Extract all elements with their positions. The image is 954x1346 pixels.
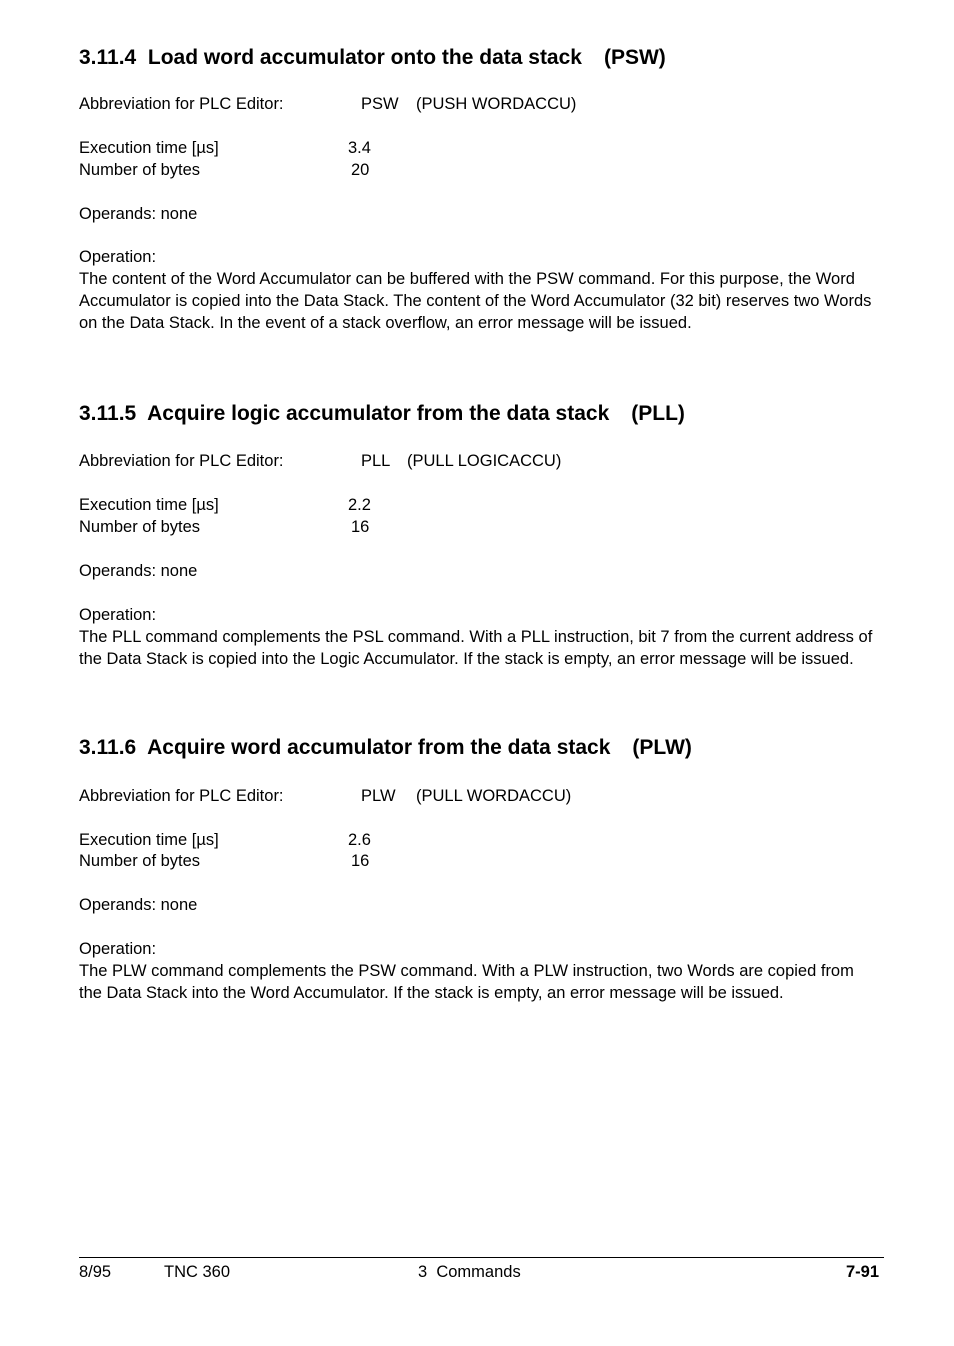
abbr-full: (PULL LOGICACCU) xyxy=(407,452,562,470)
abbr-label: Abbreviation for PLC Editor: xyxy=(79,95,284,113)
bytes-value: 16 xyxy=(351,518,370,536)
section-pll xyxy=(79,399,879,668)
bytes-value: 20 xyxy=(351,161,370,179)
operands: Operands: none xyxy=(79,205,198,223)
section-heading xyxy=(79,43,879,73)
section-command: (PSW) xyxy=(603,46,666,69)
section-title: Load word accumulator onto the data stack xyxy=(147,46,582,69)
footer-rule xyxy=(79,1257,884,1258)
bytes-label: Number of bytes xyxy=(79,852,201,870)
bytes-label: Number of bytes xyxy=(79,518,201,536)
operation-label: Operation: xyxy=(79,248,157,266)
exec-label: Execution time [µs] xyxy=(79,831,219,849)
abbr-label: Abbreviation for PLC Editor: xyxy=(79,452,284,470)
section-command: (PLL) xyxy=(631,402,685,425)
exec-label: Execution time [µs] xyxy=(79,139,219,157)
exec-value: 2.6 xyxy=(348,831,371,849)
operation-label: Operation: xyxy=(79,606,157,624)
abbr-value: PLW xyxy=(361,787,396,805)
abbr-label: Abbreviation for PLC Editor: xyxy=(79,787,284,805)
section-number: 3.11.5 xyxy=(79,402,137,425)
footer-chapter: 3 Commands xyxy=(418,1263,521,1281)
bytes-value: 16 xyxy=(351,852,370,870)
operands: Operands: none xyxy=(79,562,198,580)
section-heading xyxy=(79,733,879,763)
exec-label: Execution time [µs] xyxy=(79,496,219,514)
section-title: Acquire logic accumulator from the data stack xyxy=(147,402,610,425)
exec-value: 3.4 xyxy=(348,139,371,157)
operation-label: Operation: xyxy=(79,940,157,958)
exec-value: 2.2 xyxy=(348,496,371,514)
section-title: Acquire word accumulator from the data stack xyxy=(147,736,611,759)
operation-text: The PLW command complements the PSW command. With a PLW instruction, two Words are copied from the Data Stack into the Word Accumulator. If the stack is empty, an error message will be issued. xyxy=(79,962,854,1002)
footer-page-number: 7-91 xyxy=(845,1263,879,1281)
abbr-full: (PUSH WORDACCU) xyxy=(416,95,577,113)
abbr-value: PLL xyxy=(361,452,391,470)
section-command: (PLW) xyxy=(632,736,692,759)
footer-date: 8/95 xyxy=(79,1263,112,1281)
operation-text: The PLL command complements the PSL command. With a PLL instruction, bit 7 from the current address of the Data Stack is copied into the Logic Accumulator. If the stack is empty, an error message will be issued. xyxy=(79,628,873,668)
section-psw xyxy=(79,43,879,332)
abbr-value: PSW xyxy=(361,95,399,113)
section-number: 3.11.4 xyxy=(79,46,137,69)
bytes-label: Number of bytes xyxy=(79,161,201,179)
section-number: 3.11.6 xyxy=(79,736,137,759)
footer-product: TNC 360 xyxy=(164,1263,231,1281)
section-heading xyxy=(79,399,879,429)
section-plw xyxy=(79,733,879,1002)
operands: Operands: none xyxy=(79,896,198,914)
operation-text: The content of the Word Accumulator can be buffered with the PSW command. For this purpose, the Word Accumulator is copied into the Data Stack. The content of the Word Accumulator (32 bit) reserves two Words on the Data Stack. In the event of a stack overflow, an error message will be issued. xyxy=(79,270,872,332)
abbr-full: (PULL WORDACCU) xyxy=(416,787,572,805)
